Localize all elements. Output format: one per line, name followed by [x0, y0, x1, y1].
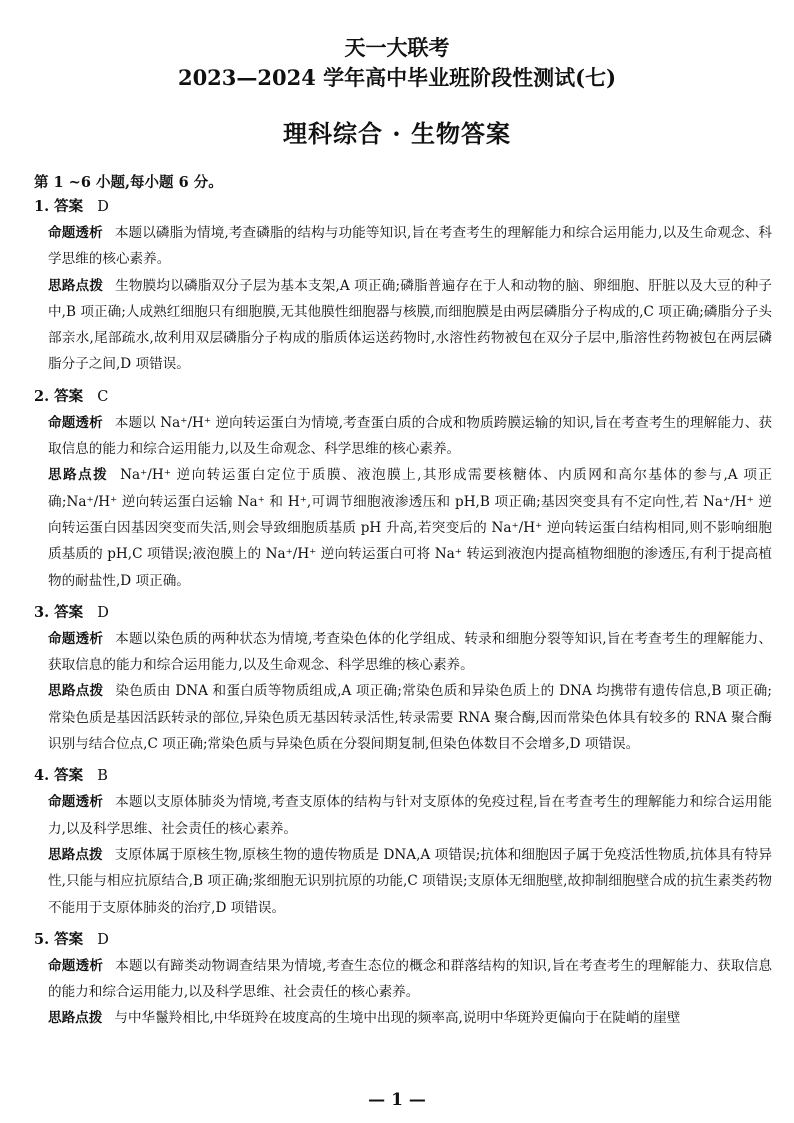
analysis-label: 命题透析	[48, 225, 103, 241]
hint-paragraph	[48, 462, 772, 593]
hint-text: 支原体属于原核生物,原核生物的遗传物质是 DNA,A 项错误;抗体和细胞因子属于免疫活性物质,抗体具有特异性,只能与相应抗原结合,B 项正确;浆细胞无识别抗原的功能,C 项错误;支原体无细胞壁,故抑制细胞壁合成的抗生素类药物不能用于支原体肺炎的治疗,D 项错误。	[48, 846, 773, 916]
hint-paragraph	[48, 842, 772, 921]
analysis-text: 本题以支原体肺炎为情境,考查支原体的结构与针对支原体的免疫过程,旨在考查考生的理解能力和综合运用能力,以及科学思维、社会责任的核心素养。	[48, 794, 773, 837]
analysis-paragraph	[48, 789, 772, 842]
hint-paragraph	[48, 1005, 772, 1031]
header-organization: 天一大联考	[344, 35, 450, 60]
question-3	[34, 600, 772, 757]
page-number: — 1 —	[368, 1090, 426, 1110]
answer-label: 1. 答案	[34, 198, 84, 215]
answer-heading	[34, 384, 772, 410]
analysis-text: 本题以磷脂为情境,考查磷脂的结构与功能等知识,旨在考查考生的理解能力和综合运用能力,以及生命观念、科学思维的核心素养。	[48, 225, 772, 268]
answer-heading	[34, 600, 772, 626]
answer-value: B	[97, 768, 108, 785]
answer-value: D	[97, 931, 109, 948]
answer-value: C	[97, 388, 109, 405]
hint-label: 思路点拨	[48, 277, 104, 294]
analysis-text: 本题以染色质的两种状态为情境,考查染色体的化学组成、转录和细胞分裂等知识,旨在考查考生的理解能力、获取信息的能力和综合运用能力,以及生命观念、科学思维的核心素养。	[48, 630, 773, 674]
hint-paragraph	[48, 273, 772, 378]
analysis-text: 本题以 Na⁺/H⁺ 逆向转运蛋白为情境,考查蛋白质的合成和物质跨膜运输的知识,旨在考查考生的理解能力、获取信息的能力和综合运用能力,以及生命观念、科学思维的核心素养。	[48, 414, 772, 458]
answer-value: D	[97, 604, 109, 621]
answer-value: D	[97, 199, 109, 215]
hint-text: 生物膜均以磷脂双分子层为基本支架,A 项正确;磷脂普遍存在于人和动物的脑、卵细胞、肝脏以及大豆的种子中,B 项正确;人成熟红细胞只有细胞膜,无其他膜性细胞器与核膜,而细胞膜是由两层磷脂分子构成的,C 项正确;磷脂分子头部亲水,尾部疏水,故利用双层磷脂分子构成的脂质体运送药物时,水溶性药物被包在双分子层中,脂溶性药物被包在两层磷脂分子之间,D 项错误。	[48, 277, 772, 373]
analysis-paragraph	[48, 953, 772, 1006]
hint-text: 染色质由 DNA 和蛋白质等物质组成,A 项正确;常染色质和异染色质上的 DNA 均携带有遗传信息,B 项正确;常染色质是基因活跃转录的部位,异染色质无基因转录活性,转录需要 RNA 聚合酶,因而常染色体具有较多的 RNA 聚合酶识别与结合位点,C 项正确;常染色质与异染色质在分裂间期复制,但染色体数目不会增多,D 项错误。	[48, 683, 772, 753]
answer-heading	[34, 927, 772, 953]
analysis-paragraph	[48, 220, 772, 273]
analysis-paragraph	[48, 626, 772, 679]
question-4	[34, 763, 772, 920]
question-5	[34, 927, 772, 1032]
question-1	[34, 194, 772, 378]
answer-list	[34, 194, 772, 1032]
answer-label: 2. 答案	[34, 387, 84, 405]
hint-label: 思路点拨	[48, 846, 103, 863]
hint-text: 与中华鬣羚相比,中华斑羚在坡度高的生境中出现的频率高,说明中华斑羚更偏向于在陡峭的崖壁	[114, 1010, 681, 1027]
hint-label: 思路点拨	[48, 467, 109, 484]
answer-label: 3. 答案	[34, 603, 84, 621]
answer-heading	[34, 763, 772, 789]
analysis-text: 本题以有蹄类动物调查结果为情境,考查生态位的概念和群落结构的知识,旨在考查考生的理解能力、获取信息的能力和综合运用能力,以及科学思维、社会责任的核心素养。	[48, 957, 773, 1001]
hint-label: 思路点拨	[48, 683, 104, 700]
hint-text: Na⁺/H⁺ 逆向转运蛋白定位于质膜、液泡膜上,其形成需要核糖体、内质网和高尔基体的参与,A 项正确;Na⁺/H⁺ 逆向转运蛋白运输 Na⁺ 和 H⁺,可调节细胞液渗透压和 pH,B 项正确;基因突变具有不定向性,若 Na⁺/H⁺ 逆向转运蛋白因基因突变而失活,则会导致细胞质基质 pH 升高,若突变后的 Na⁺/H⁺ 逆向转运蛋白结构相同,则不影响细胞质基质的 pH,C 项错误;液泡膜上的 Na⁺/H⁺ 逆向转运蛋白可将 Na⁺ 转运到液泡内提高植物细胞的渗透压,有利于提高植物的耐盐性,D 项正确。	[48, 467, 772, 589]
question-2	[34, 384, 772, 594]
answer-heading	[34, 194, 772, 220]
section-intro: 第 1 ~6 小题,每小题 6 分。	[34, 174, 223, 191]
answer-label: 4. 答案	[34, 767, 84, 785]
header-subject-title: 理科综合 · 生物答案	[282, 119, 512, 148]
analysis-paragraph	[48, 410, 772, 463]
hint-label: 思路点拨	[48, 1010, 103, 1027]
analysis-label: 命题透析	[48, 794, 104, 811]
hint-paragraph	[48, 678, 772, 757]
analysis-label: 命题透析	[48, 414, 103, 431]
header-test-title: 2023—2024 学年高中毕业班阶段性测试(七)	[177, 65, 617, 90]
answer-label: 5. 答案	[34, 930, 84, 948]
analysis-label: 命题透析	[48, 957, 104, 974]
analysis-label: 命题透析	[48, 630, 104, 647]
